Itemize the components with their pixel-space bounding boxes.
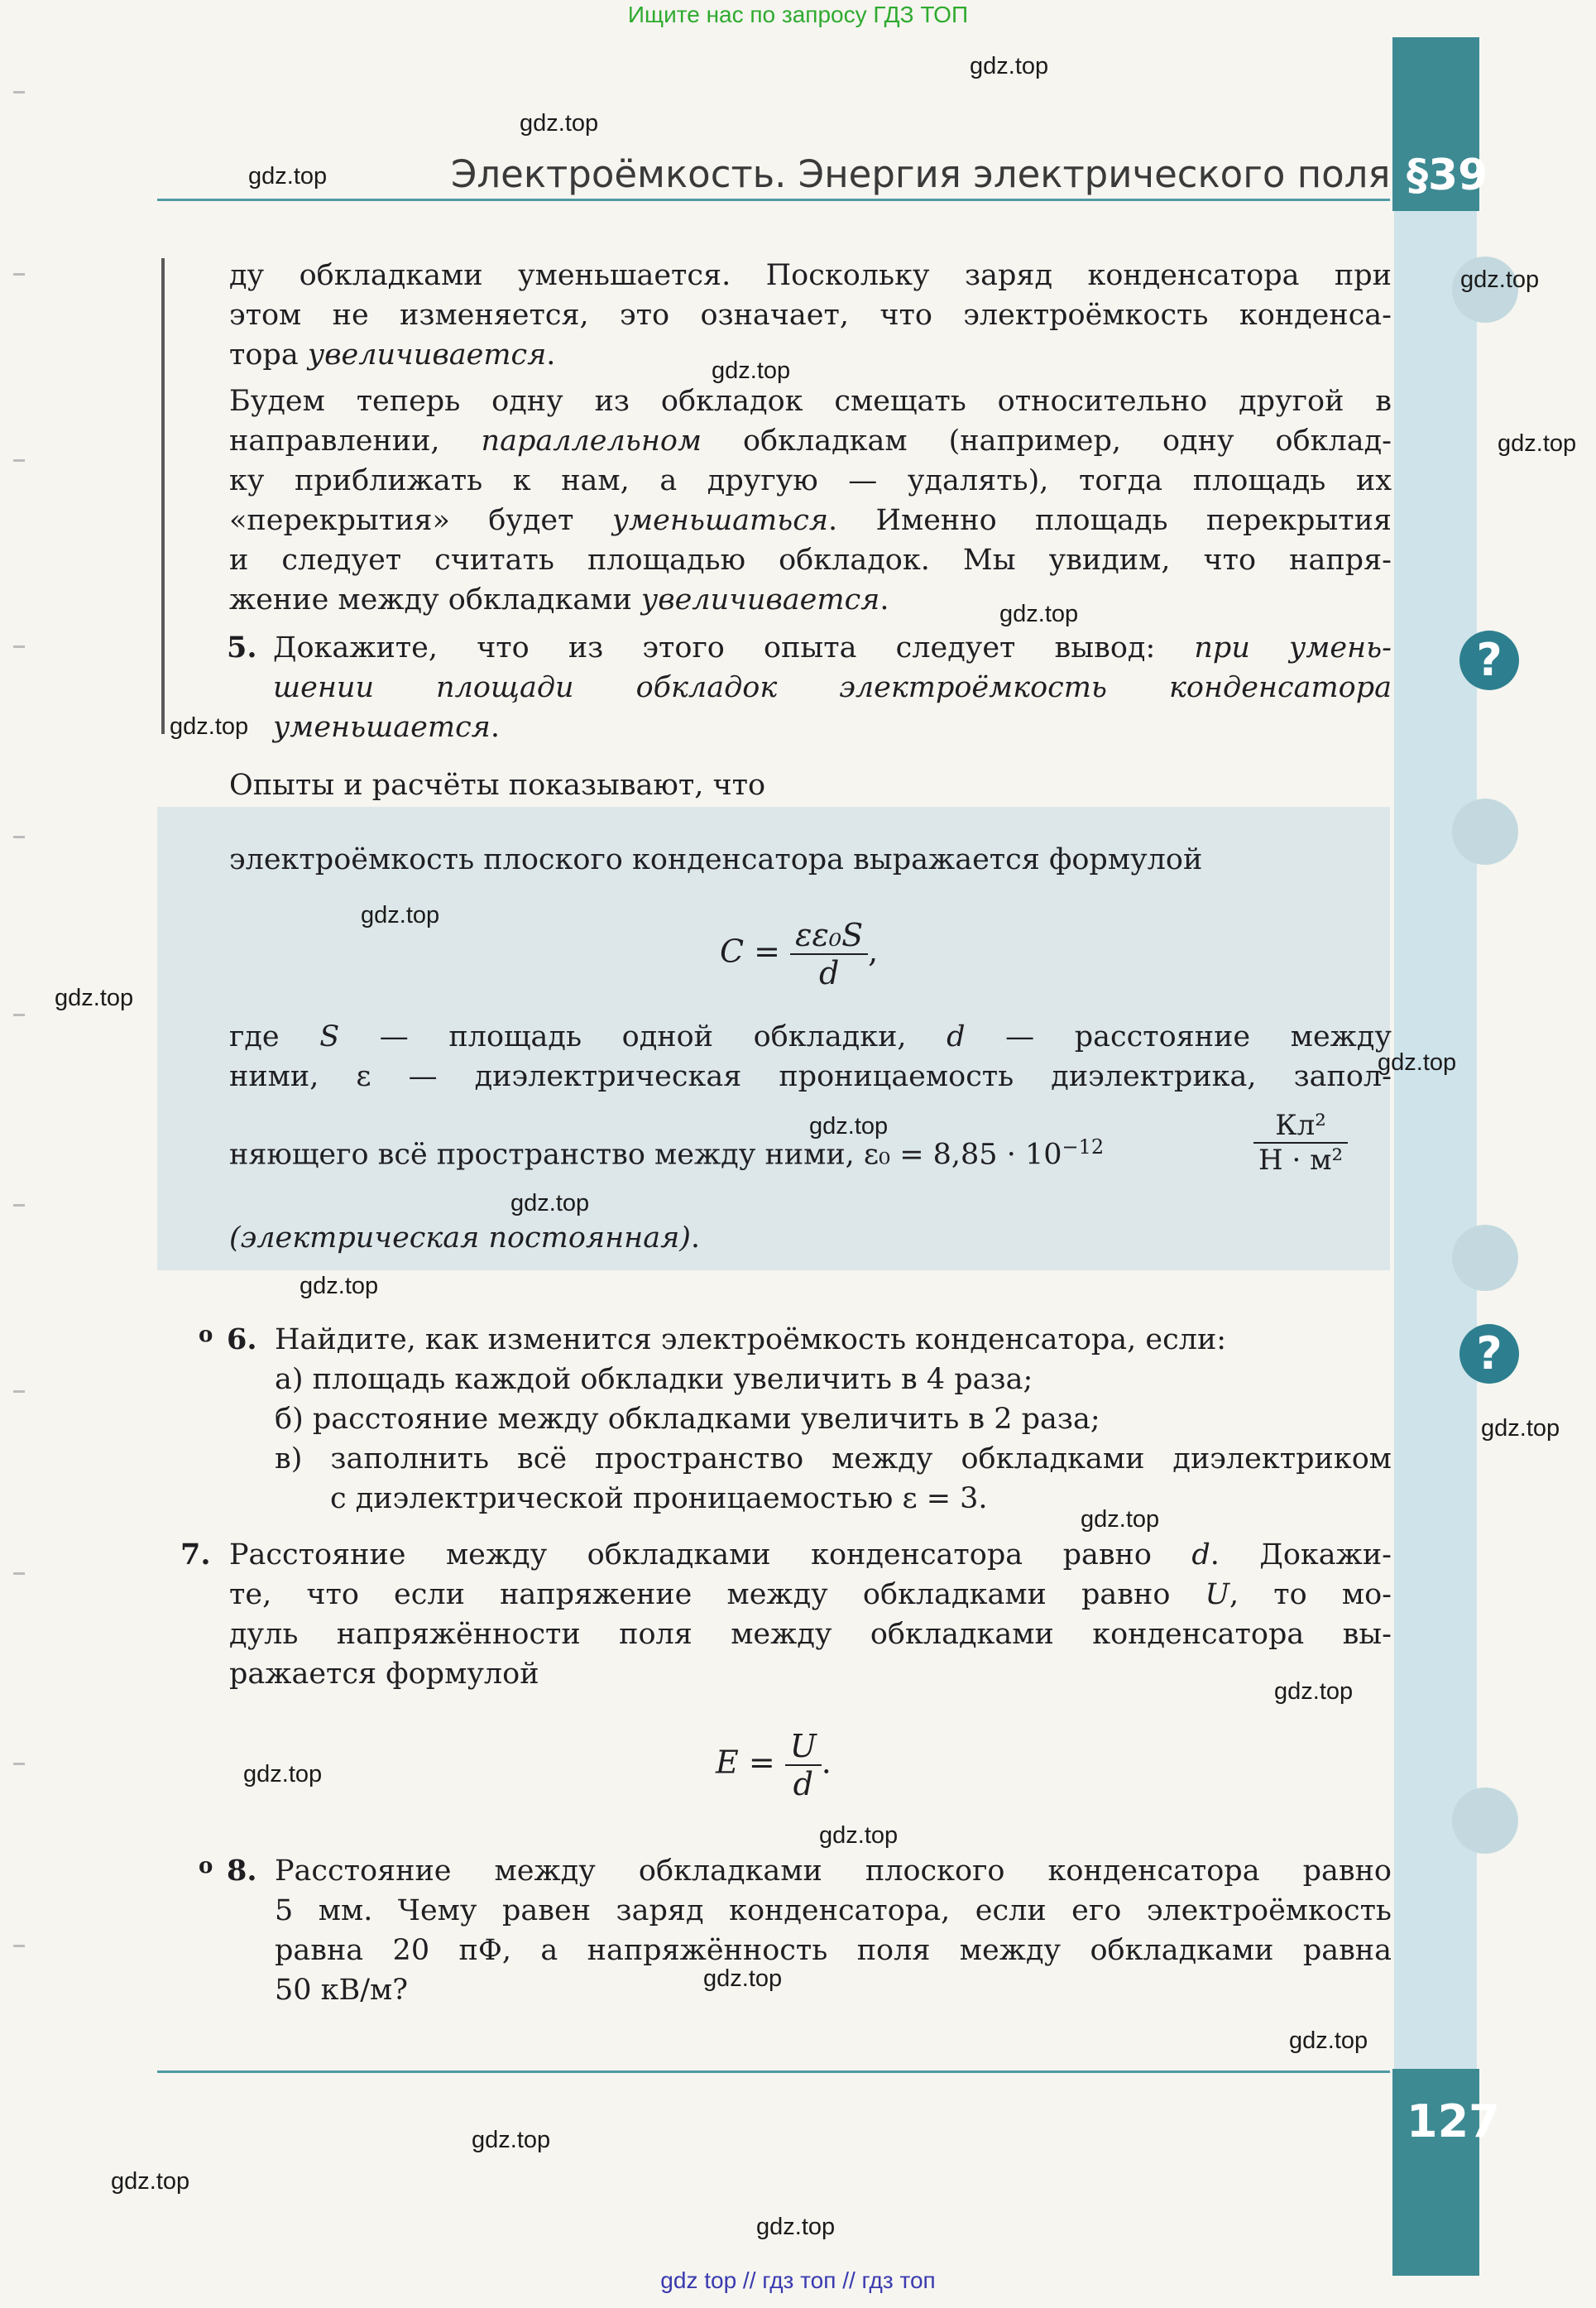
text-line: Расстояние между обкладками плоского конденсатора равно <box>275 1855 1392 1888</box>
text-span: Докажите, что из этого опыта следует вывод: <box>273 631 1195 665</box>
text-span: . <box>879 583 889 617</box>
italic-span: S <box>319 1020 340 1053</box>
italic-span: увеличивается <box>640 583 880 617</box>
page-number: 127 <box>1407 2095 1500 2147</box>
side-rail <box>1394 37 1477 2276</box>
watermark: gdz.top <box>55 985 134 1011</box>
margin-bar <box>161 258 165 734</box>
text-span: направлении, <box>229 425 482 458</box>
text-span: . Докажи- <box>1210 1538 1392 1571</box>
margin-mark <box>13 1204 25 1207</box>
text-line: с диэлектрической проницаемостью ε = 3. <box>330 1482 988 1515</box>
text-line <box>229 338 1392 372</box>
field-formula <box>716 1728 832 1802</box>
text-span: няющего всё пространство между ними, ε₀ = 8,85 · 10 <box>229 1138 1062 1172</box>
text-line: в) заполнить всё пространство между обкладками диэлектриком <box>275 1442 1392 1475</box>
watermark: gdz.top <box>1289 2027 1368 2054</box>
text-line <box>229 583 1392 617</box>
margin-mark <box>13 1763 25 1765</box>
text-line: шении площади обкладок электроёмкость конденсатора <box>273 671 1392 704</box>
top-banner[interactable]: Ищите нас по запросу ГДЗ ТОП <box>627 2 969 27</box>
text-span: тора <box>229 338 308 372</box>
text-line: и следует считать площадью обкладок. Мы увидим, что напря- <box>229 544 1392 577</box>
margin-mark <box>13 1572 25 1575</box>
question-number: 6. <box>227 1322 257 1356</box>
margin-mark <box>13 1390 25 1393</box>
text-line <box>229 1577 1392 1612</box>
watermark: gdz.top <box>1378 1049 1457 1076</box>
text-line <box>229 1538 1392 1572</box>
margin-mark <box>13 91 25 94</box>
watermark: gdz.top <box>361 902 440 928</box>
watermark: gdz.top <box>243 1761 323 1787</box>
text-line <box>229 424 1392 458</box>
text-span: — расстояние между <box>965 1020 1392 1053</box>
question-icon: ? <box>1459 631 1519 690</box>
italic-span: увеличивается <box>307 338 547 372</box>
text-line: дуль напряжённости поля между обкладками конденсатора вы- <box>229 1618 1392 1651</box>
text-line <box>229 503 1392 538</box>
text-span: — площадь одной обкладки, <box>339 1020 947 1053</box>
watermark: gdz.top <box>510 1190 590 1216</box>
watermark: gdz.top <box>170 713 249 740</box>
question-number: 7. <box>180 1538 211 1571</box>
text-line: 5 мм. Чему равен заряд конденсатора, если его электроёмкость <box>275 1894 1392 1927</box>
text-line: ку приближать к нам, а другую — удалять), тогда площадь их <box>229 464 1392 497</box>
page-title: Электроёмкость. Энергия электрического поля <box>451 152 1391 196</box>
footer-divider <box>157 2070 1390 2073</box>
formula-lhs: E = <box>716 1744 775 1781</box>
watermark: gdz.top <box>472 2127 551 2153</box>
watermark: gdz.top <box>819 1822 899 1849</box>
text-line: Найдите, как изменится электроёмкость конденсатора, если: <box>275 1323 1227 1356</box>
text-line: электроёмкость плоского конденсатора выражается формулой <box>229 843 1203 876</box>
text-span: «перекрытия» будет <box>229 504 612 537</box>
question-icon: ? <box>1459 1324 1519 1384</box>
margin-mark <box>13 273 25 276</box>
faded-icon <box>1452 1787 1518 1854</box>
watermark: gdz.top <box>999 601 1079 627</box>
italic-span: U <box>1205 1578 1230 1611</box>
text-line <box>273 710 1392 745</box>
italic-span: (электрическая постоянная) <box>229 1221 691 1255</box>
text-span: Расстояние между обкладками конденсатора равно <box>229 1538 1192 1571</box>
text-span: обкладкам (например, одну обклад- <box>702 425 1392 458</box>
capacitance-formula <box>720 917 878 991</box>
text-line: равна 20 пФ, а напряжённость поля между обкладками равна <box>275 1934 1392 1967</box>
text-line: 50 кВ/м? <box>275 1974 409 2007</box>
watermark: gdz.top <box>300 1273 379 1299</box>
faded-icon <box>1452 1225 1518 1291</box>
unit-fraction <box>1253 1109 1348 1177</box>
watermark: gdz.top <box>809 1113 889 1140</box>
section-number: §39 <box>1407 151 1488 200</box>
formula-fraction <box>790 917 868 991</box>
watermark: gdz.top <box>1460 266 1540 293</box>
formula-tail: , <box>868 933 879 970</box>
watermark: gdz.top <box>111 2168 190 2195</box>
faded-icon <box>1452 799 1518 865</box>
watermark: gdz.top <box>1274 1678 1354 1705</box>
optional-marker: o <box>199 1854 213 1879</box>
text-span: . <box>490 711 500 744</box>
text-line: Будем теперь одну из обкладок смещать относительно другой в <box>229 385 1392 418</box>
text-line: этом не изменяется, это означает, что электроёмкость конденса- <box>229 299 1392 332</box>
watermark: gdz.top <box>520 110 599 137</box>
watermark: gdz.top <box>712 357 791 384</box>
italic-span: параллельном <box>481 425 702 458</box>
text-span: где <box>229 1020 320 1053</box>
italic-span: уменьшается <box>273 711 491 744</box>
watermark: gdz.top <box>756 2214 836 2240</box>
text-span: те, что если напряжение между обкладками равно <box>229 1578 1205 1611</box>
text-span: . <box>690 1221 701 1255</box>
text-line: ду обкладками уменьшается. Поскольку заряд конденсатора при <box>229 259 1392 292</box>
margin-mark <box>13 645 25 648</box>
text-line <box>273 631 1392 665</box>
bottom-banner[interactable]: gdz top // гдз топ // гдз топ <box>660 2267 936 2293</box>
margin-mark <box>13 459 25 462</box>
watermark: gdz.top <box>970 53 1049 79</box>
text-line: ними, ε — диэлектрическая проницаемость диэлектрика, запол- <box>229 1060 1392 1093</box>
question-number: 5. <box>227 631 257 665</box>
unit-denominator: Н · м² <box>1258 1144 1344 1177</box>
formula-numerator: U <box>785 1728 822 1766</box>
text-span: . Именно площадь перекрытия <box>828 504 1392 537</box>
optional-marker: o <box>199 1322 213 1347</box>
text-span: , то мо- <box>1229 1578 1392 1611</box>
watermark: gdz.top <box>1498 430 1577 457</box>
italic-span: d <box>1191 1538 1210 1571</box>
header-divider <box>157 199 1390 201</box>
margin-mark <box>13 836 25 838</box>
formula-denominator: d <box>818 955 840 991</box>
text-span: жение между обкладками <box>229 583 641 617</box>
margin-mark <box>13 1014 25 1016</box>
watermark: gdz.top <box>703 1965 783 1992</box>
italic-span: d <box>947 1020 966 1053</box>
exponent: −12 <box>1062 1135 1105 1159</box>
text-line: Опыты и расчёты показывают, что <box>229 769 766 802</box>
italic-span: при умень- <box>1194 631 1392 665</box>
formula-denominator: d <box>793 1766 813 1802</box>
watermark: gdz.top <box>248 163 328 190</box>
text-line <box>229 1135 1164 1173</box>
text-line: б) расстояние между обкладками увеличить в 2 раза; <box>275 1403 1100 1436</box>
formula-numerator: εε₀S <box>790 917 868 955</box>
formula-tail: . <box>821 1744 832 1781</box>
watermark: gdz.top <box>1481 1415 1560 1442</box>
margin-mark <box>13 1945 25 1947</box>
formula-fraction <box>785 1728 822 1802</box>
unit-numerator: Кл² <box>1253 1109 1348 1144</box>
text-line: ражается формулой <box>229 1658 539 1691</box>
text-span: . <box>546 338 556 372</box>
watermark: gdz.top <box>1081 1506 1160 1533</box>
italic-span: уменьшаться <box>611 504 829 537</box>
text-line: а) площадь каждой обкладки увеличить в 4 раза; <box>275 1363 1033 1396</box>
formula-lhs: C = <box>720 933 780 970</box>
text-line <box>229 1221 1392 1255</box>
question-number: 8. <box>227 1854 257 1888</box>
text-line <box>229 1020 1392 1054</box>
